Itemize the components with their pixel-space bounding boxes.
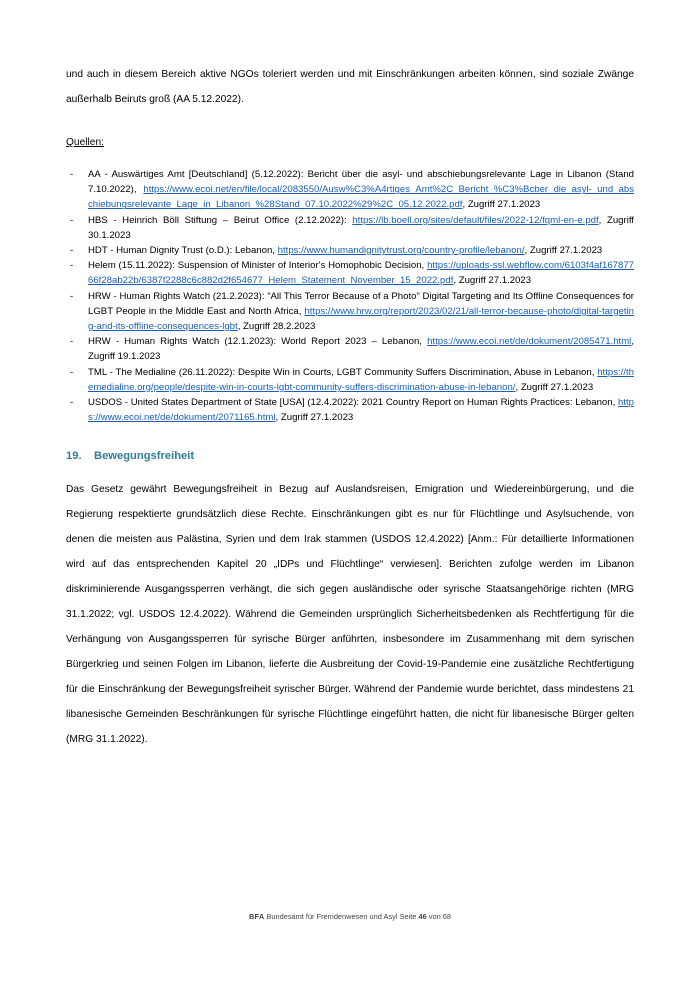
spacer — [66, 425, 634, 447]
footer-von-label: von — [428, 912, 441, 921]
list-item — [66, 334, 634, 364]
spacer — [66, 465, 634, 477]
source-link[interactable]: https://lb.boell.org/sites/default/files/2022-12/fqml-en-e.pdf — [352, 214, 599, 226]
spacer — [66, 112, 634, 130]
list-bullet: - — [70, 336, 74, 348]
source-link[interactable]: https://uploads-ssl.webflow.com/6103f4af16787766f28ab22b/6387f2288c6c882d2f654677_Helem_Statement_November_15_2022.pdf — [88, 260, 634, 287]
source-access: , Zugriff 27.1.2023 — [462, 199, 541, 211]
section-paragraph: Das Gesetz gewährt Bewegungsfreiheit in Bezug auf Auslandsreisen, Emigration und Wiedereinbürgerung, und die Regierung respektierte grundsätzlich diese Rechte. Einschränkungen gibt es nur für Flüchtlinge und Asylsuchende, von denen die meisten aus Palästina, Syrien und dem Irak stammen (USDOS 12.4.2022) [Anm.: Für detaillierte Informationen wird auf das entsprechenden Kapitel 20 „IDPs und Flüchtlinge“ verwiesen]. Berichten zufolge werden im Libanon diskriminierende Ausgangssperren verhängt, die sich gegen ausländische oder syrische Staatsangehörige richten (MRG 31.1.2022; vgl. USDOS 12.4.2022). Während die Gemeinden ursprünglich Sicherheitsbedenken als Rechtfertigung für die Verhängung von Ausgangssperren für syrische Bürger anführten, insbesondere im Zusammenhang mit dem syrischen Bürgerkrieg und seinen Folgen im Libanon, lieferte die Ausbreitung der Covid-19-Pandemie eine zusätzliche Rechtfertigung für die Einschränkung der Bewegungsfreiheit syrischer Bürger. Während der Pandemie wurde berichtet, dass mindestens 21 libanesische Gemeinden Beschränkungen für syrische Flüchtlinge eingeführt hatten, die nicht für libanesische Bürger gelten (MRG 31.1.2022). — [66, 484, 634, 746]
section-title: Bewegungsfreiheit — [94, 450, 195, 463]
footer-page-number: 46 — [418, 912, 427, 921]
footer-org-name: Bundesamt für Fremdenwesen und Asyl — [266, 912, 398, 921]
source-link[interactable]: https://www.ecoi.net/en/file/local/2083550/Ausw%C3%A4rtiges_Amt%2C_Bericht_%C3%Bcber_die_asyl-_und_abschiebungsrelevante_Lage_in_Libanon_%28Stand_07.10.2022%29%2C_05.12.2022.pdf — [88, 184, 634, 211]
list-item — [66, 365, 634, 395]
source-access: , Zugriff 27.1.2023 — [524, 245, 603, 257]
source-text: Helem (15.11.2022): Suspension of Minister of Interior's Homophobic Decision, — [88, 260, 425, 272]
source-link[interactable]: https://www.ecoi.net/de/dokument/2085471.html — [427, 336, 632, 348]
source-access: , Zugriff 30.1.2023 — [88, 214, 634, 241]
spacer — [66, 155, 634, 167]
sources-heading — [66, 130, 634, 155]
source-access: , Zugriff 27.1.2023 — [453, 275, 532, 287]
list-bullet: - — [70, 397, 74, 409]
sources-list — [66, 167, 634, 425]
footer-total-pages: 68 — [442, 912, 451, 921]
source-link[interactable]: https://themedialine.org/people/despite-win-in-courts-lgbt-community-suffers-discrimination-abuse-in-lebanon/ — [88, 366, 635, 393]
list-bullet: - — [70, 245, 74, 257]
list-item — [66, 213, 634, 243]
list-item — [66, 167, 634, 213]
list-bullet: - — [70, 366, 74, 378]
list-item — [66, 289, 634, 335]
list-bullet: - — [70, 290, 74, 302]
sources-heading-label: Quellen: — [66, 137, 104, 148]
source-access: , Zugriff 27.1.2023 — [275, 412, 354, 424]
source-access: , Zugriff 19.1.2023 — [88, 336, 634, 363]
page-content — [66, 62, 634, 752]
list-item — [66, 258, 634, 288]
source-access: , Zugriff 27.1.2023 — [515, 381, 594, 393]
source-text: HRW - Human Rights Watch (12.1.2023): World Report 2023 – Lebanon, — [88, 336, 422, 348]
source-text: HBS - Heinrich Böll Stiftung – Beirut Office (2.12.2022): — [88, 214, 347, 226]
list-item — [66, 395, 634, 425]
page-footer — [0, 912, 700, 921]
list-item — [66, 243, 634, 258]
section-number: 19. — [66, 450, 82, 463]
source-access: , Zugriff 28.2.2023 — [237, 321, 316, 333]
source-link[interactable]: https://www.humandignitytrust.org/country-profile/lebanon/ — [277, 245, 525, 257]
source-text: USDOS - United States Department of State [USA] (12.4.2022): 2021 Country Report on Human Rights Practices: Lebanon, — [88, 397, 616, 409]
section-heading — [66, 447, 634, 465]
source-link[interactable]: https://www.hrw.org/report/2023/02/21/all-terror-because-photo/digital-targeting-and-its-offline-consequences-lgbt — [88, 305, 635, 333]
list-bullet: - — [70, 169, 74, 180]
source-text: HDT - Human Dignity Trust (o.D.): Lebanon, — [88, 245, 275, 257]
footer-seite-label: Seite — [399, 912, 417, 921]
footer-org-abbr: BFA — [249, 912, 265, 921]
list-bullet: - — [70, 260, 74, 272]
source-text: TML - The Medialine (26.11.2022): Despite Win in Courts, LGBT Community Suffers Discrimination, Abuse in Lebanon, — [88, 366, 595, 378]
intro-paragraph: und auch in diesem Bereich aktive NGOs toleriert werden und mit Einschränkungen arbeiten können, sind soziale Zwänge außerhalb Beiruts groß (AA 5.12.2022). — [66, 69, 634, 105]
list-bullet: - — [70, 214, 74, 226]
source-link[interactable]: https://www.ecoi.net/de/dokument/2071165.html — [88, 397, 634, 424]
source-text: HRW - Human Rights Watch (21.2.2023): “All This Terror Because of a Photo” Digital Targeting and Its Offline Consequences for LGBT People in the Middle East and North Africa, — [88, 290, 634, 317]
source-text: AA - Auswärtiges Amt [Deutschland] (5.12.2022): Bericht über die asyl- und abschiebungsrelevante Lage in Libanon (Stand 7.10.2022), — [88, 169, 634, 196]
